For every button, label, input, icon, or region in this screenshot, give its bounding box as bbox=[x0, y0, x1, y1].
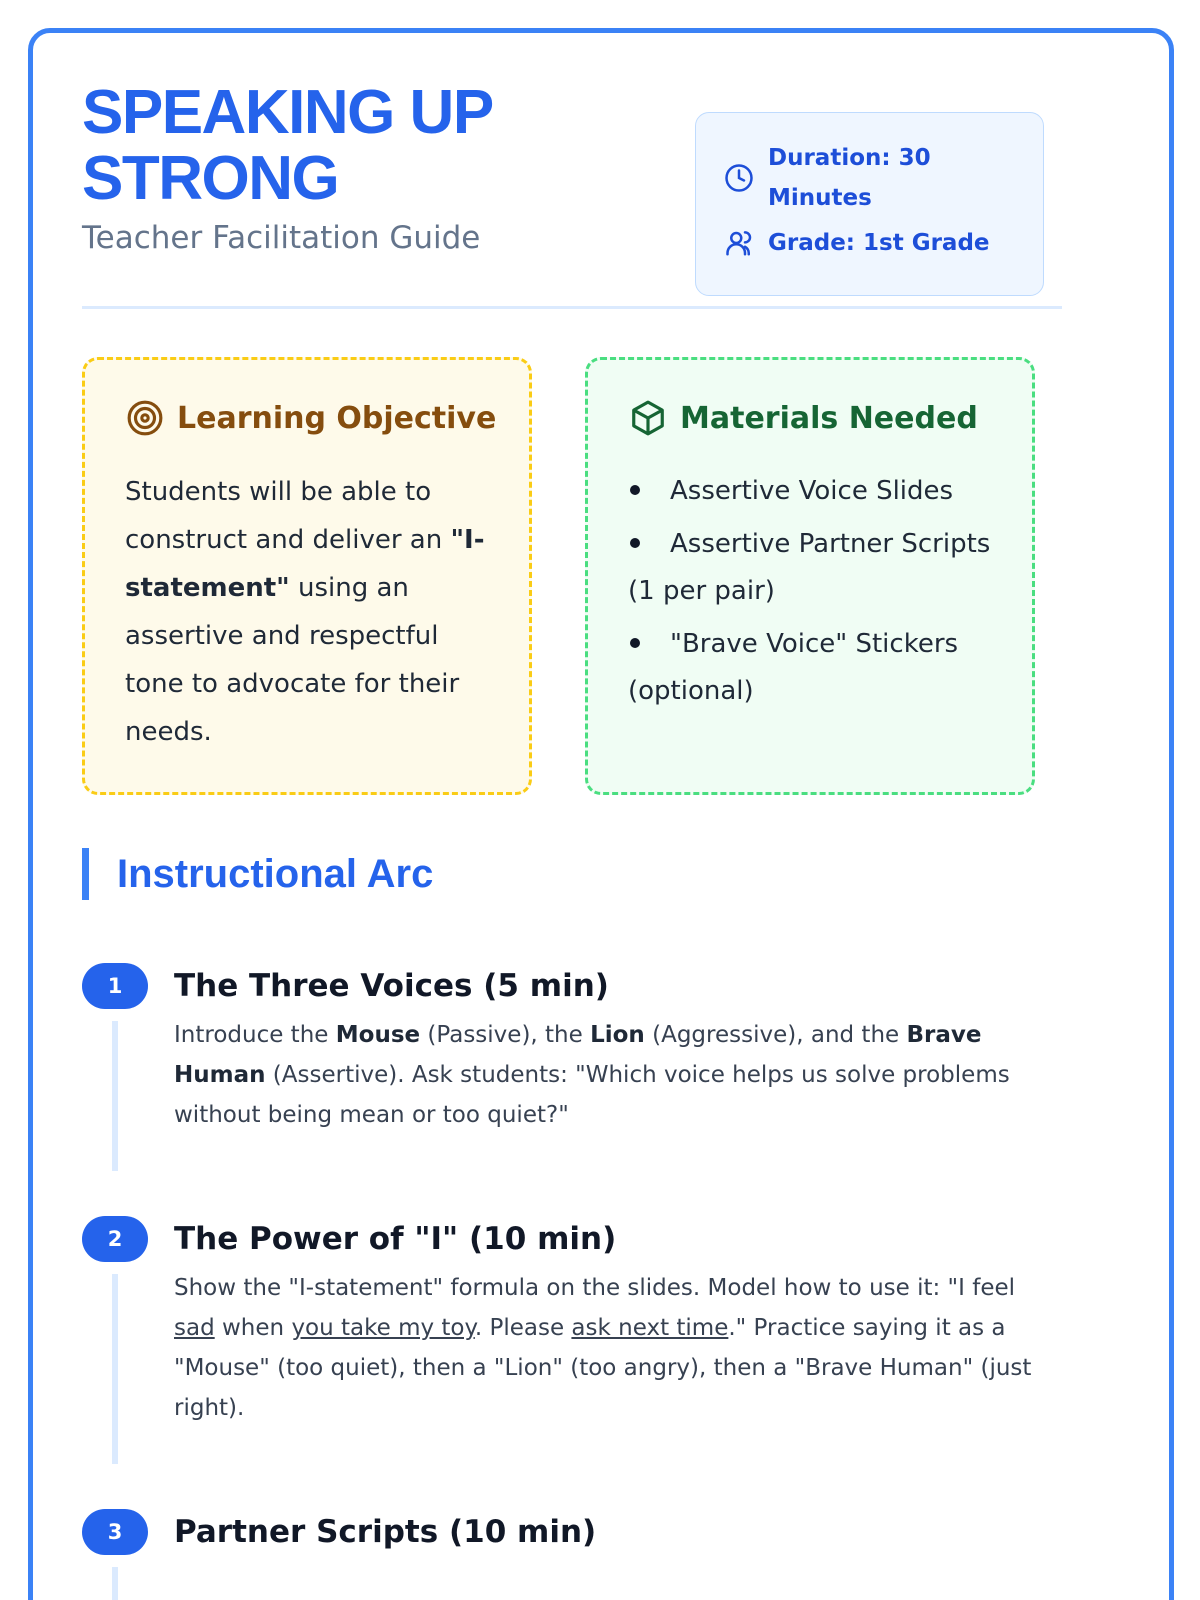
objective-text bbox=[125, 468, 495, 756]
instructional-arc-heading: Instructional Arc bbox=[82, 848, 433, 900]
box-icon bbox=[628, 398, 668, 438]
duration-text: Duration: 30 Minutes bbox=[768, 145, 931, 211]
step-text: . Please bbox=[474, 1315, 572, 1341]
objective-heading bbox=[125, 398, 496, 438]
step-title: The Three Voices (5 min) bbox=[174, 968, 609, 1004]
step-connector bbox=[112, 1274, 118, 1464]
objective-text-part: Students will be able to construct and deliver an bbox=[125, 477, 451, 555]
header bbox=[82, 80, 1062, 300]
page-subtitle: Teacher Facilitation Guide bbox=[82, 220, 481, 256]
step-text: Introduce the bbox=[174, 1022, 336, 1048]
step-connector bbox=[112, 1567, 118, 1600]
materials-list bbox=[628, 468, 1008, 721]
materials-heading-text: Materials Needed bbox=[680, 400, 978, 436]
step-connector bbox=[112, 1021, 118, 1171]
arc-step bbox=[82, 963, 1062, 1203]
material-label: "Brave Voice" Stickers (optional) bbox=[628, 629, 959, 706]
step-text-bold: Mouse bbox=[335, 1022, 421, 1048]
step-title: The Power of "I" (10 min) bbox=[174, 1221, 617, 1257]
step-text-bold: Lion bbox=[590, 1022, 645, 1048]
lesson-info-box bbox=[695, 112, 1044, 296]
learning-objective-panel bbox=[82, 357, 532, 795]
step-text-underlined: sad bbox=[174, 1315, 215, 1341]
step-text: (Assertive). Ask students: "Which voice helps us solve problems without being mean or too quiet?" bbox=[174, 1062, 1010, 1128]
grade-row bbox=[724, 223, 990, 263]
step-description bbox=[174, 1268, 1054, 1428]
bullet-icon bbox=[628, 468, 670, 515]
header-divider bbox=[82, 306, 1062, 309]
step-text-bold: Brave Human bbox=[174, 1022, 982, 1088]
step-text: when bbox=[214, 1315, 292, 1341]
objective-text-bold: "I-statement" bbox=[125, 525, 485, 603]
step-description bbox=[174, 1015, 1054, 1135]
bullet-icon bbox=[628, 521, 670, 568]
material-label: Assertive Partner Scripts (1 per pair) bbox=[628, 529, 991, 606]
materials-panel bbox=[585, 357, 1035, 795]
duration-row bbox=[724, 138, 968, 218]
objective-text-part: using an assertive and respectful tone to advocate for their needs. bbox=[125, 573, 460, 747]
grade-text: Grade: 1st Grade bbox=[768, 230, 990, 256]
bullet-icon bbox=[628, 621, 670, 668]
step-text: Show the "I-statement" formula on the slides. Model how to use it: "I feel bbox=[174, 1275, 1016, 1301]
step-text: (Aggressive), and the bbox=[644, 1022, 907, 1048]
step-text: (Passive), the bbox=[420, 1022, 591, 1048]
arc-step bbox=[82, 1509, 1062, 1600]
target-icon bbox=[125, 398, 165, 438]
materials-heading bbox=[628, 398, 978, 438]
arc-step bbox=[82, 1216, 1062, 1496]
step-title: Partner Scripts (10 min) bbox=[174, 1514, 597, 1550]
objective-heading-text: Learning Objective bbox=[177, 400, 497, 436]
step-number-badge: 2 bbox=[82, 1216, 148, 1262]
list-item bbox=[628, 468, 1008, 515]
material-label: Assertive Voice Slides bbox=[670, 476, 954, 506]
step-number-badge: 1 bbox=[82, 963, 148, 1009]
users-icon bbox=[724, 223, 758, 263]
list-item bbox=[628, 621, 1008, 715]
list-item bbox=[628, 521, 1008, 615]
step-text: ." Practice saying it as a "Mouse" (too quiet), then a "Lion" (too angry), then a "Brave Human" (just right). bbox=[174, 1315, 1032, 1421]
step-number-badge: 3 bbox=[82, 1509, 148, 1555]
step-text-underlined: ask next time bbox=[571, 1315, 729, 1341]
page-title: SPEAKING UP STRONG bbox=[82, 78, 492, 213]
clock-icon bbox=[724, 158, 758, 198]
step-text-underlined: you take my toy bbox=[291, 1315, 475, 1341]
